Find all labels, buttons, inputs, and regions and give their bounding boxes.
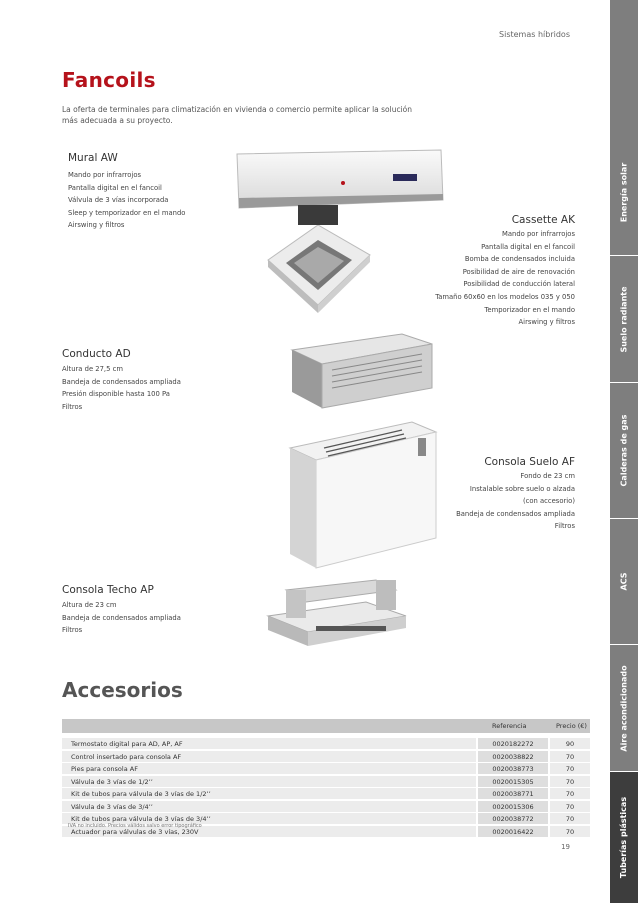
product-consola-techo-ap <box>62 584 262 637</box>
feature-item: Pantalla digital en el fancoil <box>481 242 575 251</box>
accesorios-title: Accesorios <box>62 678 183 702</box>
feature-item: Válvula de 3 vías incorporada <box>68 196 169 205</box>
cassette-unit-image <box>258 205 376 327</box>
accesorios-table <box>62 719 590 838</box>
row-reference: 0020015306 <box>492 802 534 811</box>
page-subtitle: La oferta de terminales para climatización en vivienda o comercio permite aplicar la solución más adecuada a su proyecto. <box>62 105 413 125</box>
feature-item: Posibilidad de aire de renovación <box>462 267 575 276</box>
row-price: 90 <box>565 740 575 748</box>
feature-item: Bandeja de condensados ampliada <box>456 509 575 518</box>
row-description: Actuador para válvulas de 3 vías, 230V <box>71 827 199 836</box>
row-price: 70 <box>565 790 575 798</box>
row-reference: 0020038773 <box>492 765 534 773</box>
table-row <box>62 763 590 776</box>
row-price: 70 <box>565 765 575 773</box>
feature-item: Bandeja de condensados ampliada <box>62 613 181 622</box>
section-header: Sistemas híbridos <box>499 30 570 39</box>
feature-list <box>62 599 262 637</box>
feature-item: Bomba de condensados incluida <box>464 255 575 264</box>
row-description: Kit de tubos para válvula de 3 vías de 3/4’’ <box>71 815 211 823</box>
table-row <box>62 788 590 801</box>
table-row <box>62 751 590 764</box>
tab-label: Energía solar <box>619 162 629 223</box>
feature-item: Airswing y filtros <box>68 221 125 230</box>
row-description: Kit de tubos para válvula de 3 vías de 1/2’’ <box>71 790 211 798</box>
header-precio: Precio (€) <box>556 722 587 730</box>
product-title: Mural AW <box>68 152 118 164</box>
page-number: 19 <box>561 843 570 851</box>
feature-list <box>62 363 262 413</box>
feature-item: Airswing y filtros <box>518 318 575 327</box>
conducto-unit-image <box>282 330 440 412</box>
row-reference: 0020038771 <box>492 790 534 798</box>
feature-list <box>380 470 575 533</box>
page-title: Fancoils <box>62 68 156 92</box>
feature-item: Mando por infrarrojos <box>68 171 142 179</box>
tab-label: ACS <box>619 572 629 591</box>
row-price: 70 <box>565 815 575 823</box>
row-price: 70 <box>565 802 575 811</box>
row-description: Válvula de 3 vías de 1/2’’ <box>71 777 153 786</box>
feature-item: Tamaño 60x60 en los modelos 035 y 050 <box>435 292 575 301</box>
table-header <box>62 719 590 733</box>
feature-list <box>380 228 575 329</box>
product-consola-suelo-af <box>380 456 575 468</box>
feature-item: Filtros <box>62 402 83 411</box>
tab-energia-solar[interactable] <box>610 130 638 255</box>
feature-item: Bandeja de condensados ampliada <box>62 377 181 386</box>
feature-item: Filtros <box>554 522 575 531</box>
row-description: Válvula de 3 vías de 3/4’’ <box>71 802 153 811</box>
feature-item: (con accesorio) <box>522 497 575 506</box>
row-reference: 0020038822 <box>492 752 534 761</box>
product-conducto-ad <box>62 348 262 413</box>
feature-item: Temporizador en el mando <box>484 305 575 314</box>
table-row <box>62 776 590 789</box>
feature-item: Sleep y temporizador en el mando <box>68 208 186 217</box>
feature-item: Pantalla digital en el fancoil <box>68 183 162 192</box>
table-row <box>62 738 590 751</box>
product-title: Consola Techo AP <box>62 584 154 596</box>
feature-item: Fondo de 23 cm <box>520 472 575 480</box>
tab-acs[interactable] <box>610 519 638 644</box>
row-description: Control insertado para consola AF <box>71 752 182 761</box>
tab-aire-acondicionado[interactable] <box>610 645 638 771</box>
feature-item: Altura de 23 cm <box>62 601 117 609</box>
feature-item: Instalable sobre suelo o alzada <box>469 484 575 493</box>
tab-label: Aire acondicionado <box>619 664 629 752</box>
row-reference: 0020016422 <box>492 827 534 836</box>
row-reference: 0020182272 <box>492 740 534 748</box>
tab-label: Calderas de gas <box>619 414 629 487</box>
product-title: Conducto AD <box>62 348 131 360</box>
feature-item: Mando por infrarrojos <box>501 230 575 238</box>
row-reference: 0020038772 <box>492 815 534 823</box>
product-cassette-ak <box>380 214 575 226</box>
header-referencia: Referencia <box>492 722 527 730</box>
row-reference: 0020015305 <box>492 777 534 786</box>
row-description: Pies para consola AF <box>71 765 138 773</box>
feature-item: Presión disponible hasta 100 Pa <box>62 390 170 399</box>
consola-techo-unit-image <box>256 576 416 656</box>
product-title: Consola Suelo AF <box>484 456 575 468</box>
tab-label: Tuberías plásticas <box>619 796 629 879</box>
row-price: 70 <box>565 777 575 786</box>
tab-tuberias-plasticas[interactable] <box>610 772 638 903</box>
row-price: 70 <box>565 827 575 836</box>
product-title: Cassette AK <box>511 214 575 226</box>
price-note: IVA no incluido. Precios válidos salvo error tipográfico <box>68 823 202 829</box>
tab-calderas-de-gas[interactable] <box>610 383 638 518</box>
row-price: 70 <box>565 752 575 761</box>
row-description: Termostato digital para AD, AP, AF <box>71 740 183 748</box>
feature-item: Altura de 27,5 cm <box>62 365 123 373</box>
table-row <box>62 801 590 814</box>
tab-suelo-radiante[interactable] <box>610 256 638 382</box>
tab-label: Suelo radiante <box>619 285 629 353</box>
feature-item: Posibilidad de conducción lateral <box>463 280 575 289</box>
feature-item: Filtros <box>62 626 83 635</box>
